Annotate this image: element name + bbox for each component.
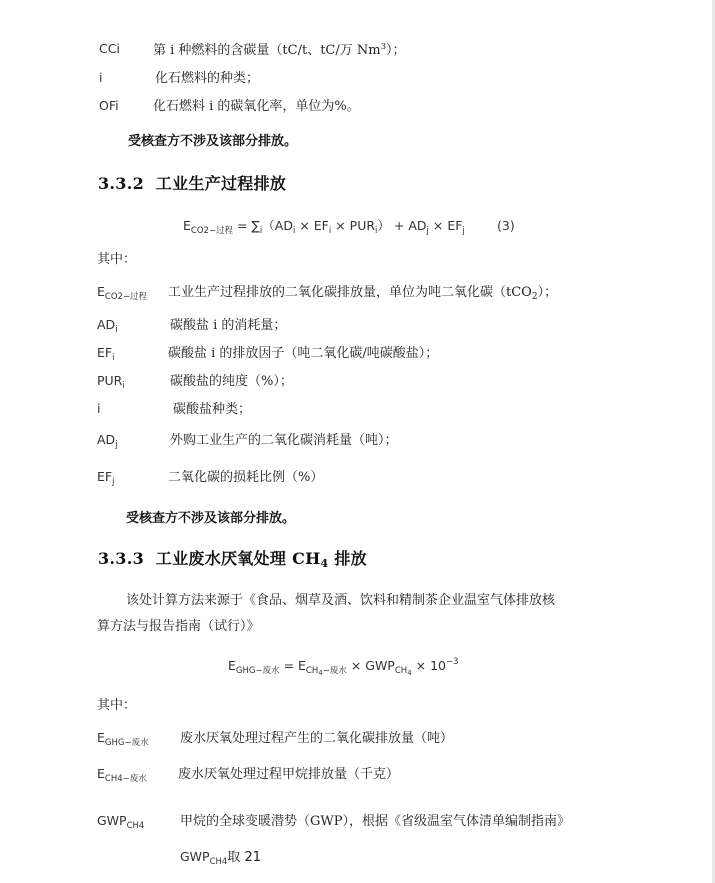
method-source-line-2: 算方法与报告指南（试行）》 — [97, 619, 260, 634]
def-text-ofi: 化石燃料 i 的碳氧化率，单位为%。 — [153, 99, 360, 114]
def-text-cci: 第 i 种燃料的含碳量（tC/t、tC/万 Nm$^3$）； — [153, 42, 406, 58]
def-symbol-adj: $AD_j$ — [97, 432, 118, 450]
gwp-value-line: $GWP_{CH4}$取 21 — [180, 849, 262, 867]
def-text-gwp: 甲烷的全球变暖潜势（GWP），根据《省级温室气体清单编制指南》 — [180, 814, 570, 829]
def-symbol-efi: $EF_i$ — [97, 345, 115, 363]
formula-332: $E_{CO2-过程} = \sum_i(AD_i \times EF_i \times PUR_i) + AD_j \times EF_j$ — [183, 218, 465, 236]
def-text-eco2: 工业生产过程排放的二氧化碳排放量，单位为吨二氧化碳（tCO$_2$）； — [168, 285, 558, 302]
def-symbol-ofi: OFi — [99, 98, 119, 113]
where-label-333: 其中： — [97, 698, 137, 713]
def-text-efi: 碳酸盐 i 的排放因子（吨二氧化碳/吨碳酸盐）； — [168, 346, 439, 361]
def-text-i: 化石燃料的种类； — [155, 71, 260, 86]
formula-332-number: (3) — [497, 218, 515, 233]
def-symbol-cci: CCi — [99, 41, 120, 56]
def-text-adi: 碳酸盐 i 的消耗量； — [170, 318, 287, 333]
def-symbol-puri: $PUR_i$ — [97, 373, 125, 391]
where-label-332: 其中： — [97, 252, 137, 267]
section-heading-333: 3.3.3 工业废水厌氧处理 $CH_4$ 排放 — [98, 549, 367, 570]
section-heading-332: 3.3.2 工业生产过程排放 — [98, 174, 287, 193]
method-source-line-1: 该处计算方法来源于《食品、烟草及酒、饮料和精制茶企业温室气体排放核 — [126, 593, 556, 608]
def-symbol-efj: $EF_j$ — [97, 469, 115, 487]
def-symbol-gwp: $GWP_{CH4}$ — [97, 813, 145, 831]
def-symbol-i: i — [99, 70, 103, 85]
scope-note-2: 受核查方不涉及该部分排放。 — [126, 511, 296, 526]
def-text-efj: 二氧化碳的损耗比例（%） — [168, 470, 324, 485]
def-symbol-ech4: $E_{CH4-废水}$ — [97, 766, 147, 784]
scope-note-1: 受核查方不涉及该部分排放。 — [128, 134, 298, 149]
def-text-i2: 碳酸盐种类； — [173, 402, 252, 417]
def-text-eghg: 废水厌氧处理过程产生的二氧化碳排放量（吨） — [180, 731, 454, 746]
def-symbol-eco2: $E_{CO2-过程}$ — [97, 284, 148, 302]
def-text-ech4: 废水厌氧处理过程甲烷排放量（千克） — [178, 767, 400, 782]
def-symbol-adi: $AD_i$ — [97, 317, 118, 335]
formula-333: $E_{GHG-废水} = E_{CH_4-废水} \times GWP_{CH_4} \times 10^{-3}$ — [228, 657, 459, 677]
def-text-adj: 外购工业生产的二氧化碳消耗量（吨）； — [170, 433, 398, 448]
def-symbol-i2: i — [97, 401, 101, 416]
def-symbol-eghg: $E_{GHG-废水}$ — [97, 730, 149, 748]
def-text-puri: 碳酸盐的纯度（%）； — [170, 374, 293, 389]
